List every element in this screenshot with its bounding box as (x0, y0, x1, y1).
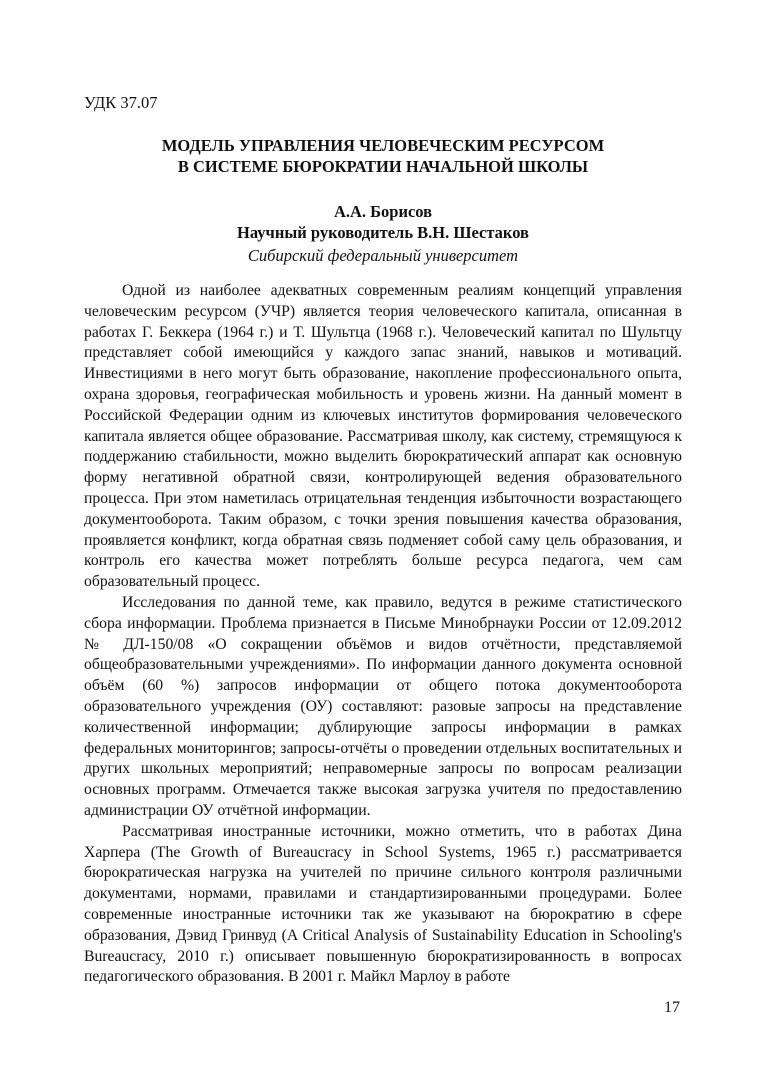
title-line-2: В СИСТЕМЕ БЮРОКРАТИИ НАЧАЛЬНОЙ ШКОЛЫ (177, 157, 589, 176)
paragraph: Рассматривая иностранные источники, можно отметить, что в работах Дина Харпера (The Growth of Bureaucracy in School Systems, 1965 г.) рассматривается бюрократическая нагрузка на учителей по причине сильного контроля различными документами, нормами, правилами и стандартизированными процедурами. Более современные иностранные источники так же указывают на бюрократию в сфере образования, Дэвид Гринвуд (A Critical Analysis of Sustainability Education in Schooling's Bureaucracy, 2010 г.) описывает повышенную бюрократизированность в вопросах педагогического образования. В 2001 г. Майкл Марлоу в работе (84, 822, 682, 986)
article-title (84, 135, 682, 177)
udc-code: УДК 37.07 (84, 93, 158, 112)
article-body (84, 281, 682, 988)
affiliation: Сибирский федеральный университет (247, 246, 519, 265)
supervisor-name: Научный руководитель В.Н. Шестаков (237, 223, 529, 242)
title-line-1: МОДЕЛЬ УПРАВЛЕНИЯ ЧЕЛОВЕЧЕСКИМ РЕСУРСОМ (161, 136, 605, 155)
page-number: 17 (664, 999, 680, 1016)
authors-block (84, 201, 682, 243)
paragraph: Исследования по данной теме, как правило, ведутся в режиме статистического сбора информации. Проблема признается в Письме Минобрнауки России от 12.09.2012 № ДЛ-150/08 «О сокращении объёмов и видов отчётности, представляемой общеобразовательными учреждениями». По информации данного документа основной объём (60 %) запросов информации от общего потока документооборота образовательного учреждения (ОУ) составляют: разовые запросы на представление количественной информации; дублирующие запросы информации в рамках федеральных мониторингов; запросы-отчёты о проведении отдельных воспитательных и других школьных мероприятий; неправомерные запросы по вопросам реализации основных программ. Отмечается также высокая загрузка учителя по предоставлению администрации ОУ отчётной информации. (84, 593, 682, 819)
author-name: А.А. Борисов (333, 202, 433, 221)
paragraph: Одной из наиболее адекватных современным реалиям концепций управления человеческим ресурсом (УЧР) является теория человеческого капитала, описанная в работах Г. Беккера (1964 г.) и Т. Шультца (1968 г.). Человеческий капитал по Шультцу представляет собой имеющийся у каждого запас знаний, навыков и мотиваций. Инвестициями в него могут быть образование, накопление профессионального опыта, охрана здоровья, географическая мобильность и уровень жизни. На данный момент в Российской Федерации одним из ключевых институтов формирования человеческого капитала является общее образование. Рассматривая школу, как систему, стремящуюся к поддержанию стабильности, можно выделить бюрократический аппарат как основную форму негативной обратной связи, контролирующей ведения образовательного процесса. При этом наметилась отрицательная тенденция избыточности возрастающего документооборота. Таким образом, с точки зрения повышения качества образования, проявляется конфликт, когда обратная связь подменяет собой саму цель образования, и контроль его качества может потреблять больше ресурса педагога, чем сам образовательный процесс. (84, 282, 682, 591)
